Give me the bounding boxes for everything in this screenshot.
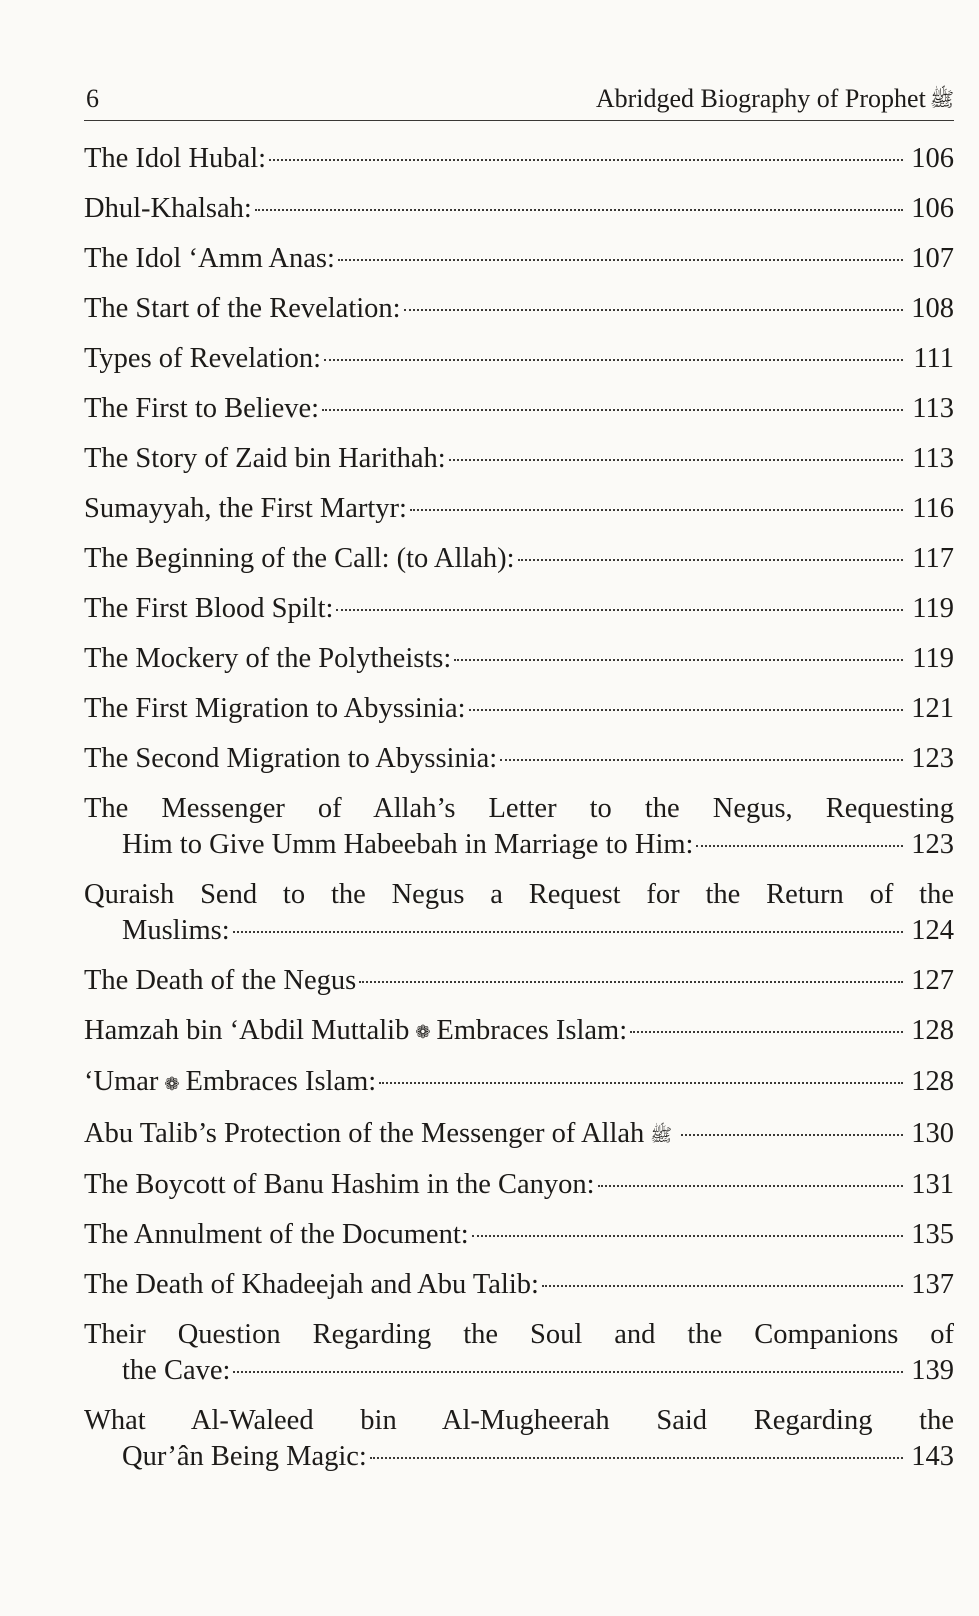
toc-entry — [84, 963, 954, 999]
dot-leader — [681, 1134, 903, 1136]
toc-entry-title: Sumayyah, the First Martyr: — [84, 493, 407, 524]
toc-entry — [84, 1116, 954, 1153]
dot-leader — [233, 1371, 903, 1373]
toc-entry-page: 128 — [911, 1066, 954, 1098]
toc-entry-page: 123 — [911, 829, 954, 860]
table-of-contents — [84, 141, 954, 1475]
toc-entry-page: 135 — [911, 1219, 954, 1251]
toc-entry — [84, 1064, 954, 1101]
toc-entry-title-part1: ‘Umar — [84, 1066, 159, 1098]
dot-leader — [269, 159, 903, 161]
dot-leader — [472, 1235, 903, 1237]
toc-entry-page: 130 — [911, 1117, 954, 1149]
toc-entry-title: The Boycott of Banu Hashim in the Canyon: — [84, 1169, 595, 1201]
toc-entry-title: The Annulment of the Document: — [84, 1219, 469, 1251]
radiallahu-ornament-icon: ❁ — [164, 1073, 180, 1094]
toc-entry-page: 131 — [911, 1169, 954, 1201]
toc-entry-title — [84, 1013, 627, 1050]
toc-entry — [84, 791, 954, 863]
salutation-seal-icon: ﷺ — [929, 88, 954, 111]
radiallahu-ornament-icon: ❁ — [415, 1022, 431, 1043]
dot-leader — [598, 1185, 903, 1187]
toc-entry — [84, 441, 954, 477]
toc-entry — [84, 1013, 954, 1050]
toc-entry — [84, 691, 954, 727]
dot-leader — [233, 931, 903, 933]
toc-entry-page: 106 — [911, 143, 954, 174]
toc-entry — [84, 291, 954, 327]
toc-entry — [84, 1317, 954, 1389]
toc-entry — [84, 341, 954, 377]
toc-entry — [84, 1403, 954, 1475]
dot-leader — [404, 309, 903, 311]
toc-entry — [84, 641, 954, 677]
toc-entry-title-line2: Him to Give Umm Habeebah in Marriage to Him: — [122, 829, 694, 860]
page-number: 6 — [86, 84, 99, 113]
toc-entry-title: The Mockery of the Polytheists: — [84, 643, 452, 674]
toc-entry-page: 123 — [911, 743, 954, 774]
toc-entry-page: 119 — [912, 643, 954, 674]
dot-leader — [500, 759, 903, 761]
toc-entry — [84, 741, 954, 777]
toc-entry-page: 116 — [912, 493, 954, 524]
toc-entry-page: 113 — [912, 443, 954, 474]
toc-entry-page: 107 — [911, 243, 954, 274]
dot-leader — [630, 1031, 903, 1033]
dot-leader — [338, 259, 903, 261]
toc-entry-title: The Start of the Revelation: — [84, 293, 401, 324]
running-title-text: Abridged Biography of Prophet — [595, 84, 926, 113]
dot-leader — [322, 409, 903, 411]
toc-entry — [84, 1267, 954, 1303]
toc-entry — [84, 1217, 954, 1253]
toc-entry-title: The Story of Zaid bin Harithah: — [84, 443, 446, 474]
toc-entry-page: 108 — [911, 293, 954, 324]
toc-entry — [84, 491, 954, 527]
dot-leader — [336, 609, 903, 611]
dot-leader — [518, 559, 903, 561]
toc-entry-title-part1: Hamzah bin ‘Abdil Muttalib — [84, 1015, 410, 1046]
toc-entry-page: 137 — [911, 1269, 954, 1301]
toc-entry-title: The Idol Hubal: — [84, 143, 267, 174]
toc-entry-title: Types of Revelation: — [84, 343, 322, 374]
toc-entry-page: 113 — [912, 393, 954, 424]
toc-entry-title-line2: Muslims: — [122, 915, 230, 946]
toc-entry-title: The Beginning of the Call: (to Allah): — [84, 543, 515, 574]
book-page — [84, 72, 954, 1489]
dot-leader — [370, 1457, 903, 1459]
toc-entry-page: 127 — [911, 965, 954, 996]
toc-entry-title: The Idol ‘Amm Anas: — [84, 243, 335, 274]
salutation-seal-icon: ﷺ — [650, 1125, 673, 1146]
toc-entry-title: The First to Believe: — [84, 393, 320, 424]
toc-entry-title: Dhul-Khalsah: — [84, 193, 252, 224]
toc-entry-title-part2: Embraces Islam: — [185, 1066, 377, 1098]
toc-entry — [84, 241, 954, 277]
dot-leader — [696, 845, 903, 847]
toc-entry-page: 117 — [912, 543, 954, 574]
dot-leader — [410, 509, 903, 511]
toc-entry-title-line2: the Cave: — [122, 1355, 231, 1387]
dot-leader — [469, 709, 903, 711]
toc-entry — [84, 191, 954, 227]
dot-leader — [379, 1082, 903, 1084]
toc-entry-page: 124 — [911, 915, 954, 946]
toc-entry-title — [84, 1116, 678, 1153]
toc-entry-page: 121 — [911, 693, 954, 724]
toc-entry-page: 119 — [912, 593, 954, 624]
toc-entry-title-line2: Qur’ân Being Magic: — [122, 1441, 367, 1473]
toc-entry-title-line1: Their Question Regarding the Soul and the Companions of — [84, 1319, 954, 1351]
toc-entry-title-part1: Abu Talib’s Protection of the Messenger of Allah — [84, 1117, 645, 1149]
toc-entry-page: 106 — [911, 193, 954, 224]
toc-entry — [84, 877, 954, 949]
toc-entry-title: The Death of the Negus — [84, 965, 357, 996]
toc-entry-title: The First Blood Spilt: — [84, 593, 334, 624]
dot-leader — [542, 1285, 903, 1287]
dot-leader — [454, 659, 903, 661]
toc-entry-title-line1: What Al-Waleed bin Al-Mugheerah Said Regarding the — [84, 1405, 954, 1437]
toc-entry-title: The Death of Khadeejah and Abu Talib: — [84, 1269, 539, 1301]
toc-entry-title — [84, 1064, 376, 1101]
running-title — [596, 84, 954, 116]
toc-entry-title-line1: Quraish Send to the Negus a Request for the Return of the — [84, 879, 954, 910]
toc-entry — [84, 1167, 954, 1203]
toc-entry-page: 128 — [911, 1015, 954, 1046]
toc-entry — [84, 391, 954, 427]
dot-leader — [359, 981, 903, 983]
toc-entry-page: 143 — [911, 1441, 954, 1473]
running-header — [84, 72, 954, 121]
dot-leader — [449, 459, 903, 461]
toc-entry-title: The First Migration to Abyssinia: — [84, 693, 466, 724]
dot-leader — [324, 359, 903, 361]
dot-leader — [255, 209, 903, 211]
toc-entry-title: The Second Migration to Abyssinia: — [84, 743, 498, 774]
toc-entry — [84, 141, 954, 177]
toc-entry-page: 139 — [911, 1355, 954, 1387]
toc-entry — [84, 541, 954, 577]
toc-entry-title-part2: Embraces Islam: — [436, 1015, 628, 1046]
toc-entry-page: 111 — [913, 343, 954, 374]
toc-entry — [84, 591, 954, 627]
toc-entry-title-line1: The Messenger of Allah’s Letter to the Negus, Requesting — [84, 793, 954, 824]
